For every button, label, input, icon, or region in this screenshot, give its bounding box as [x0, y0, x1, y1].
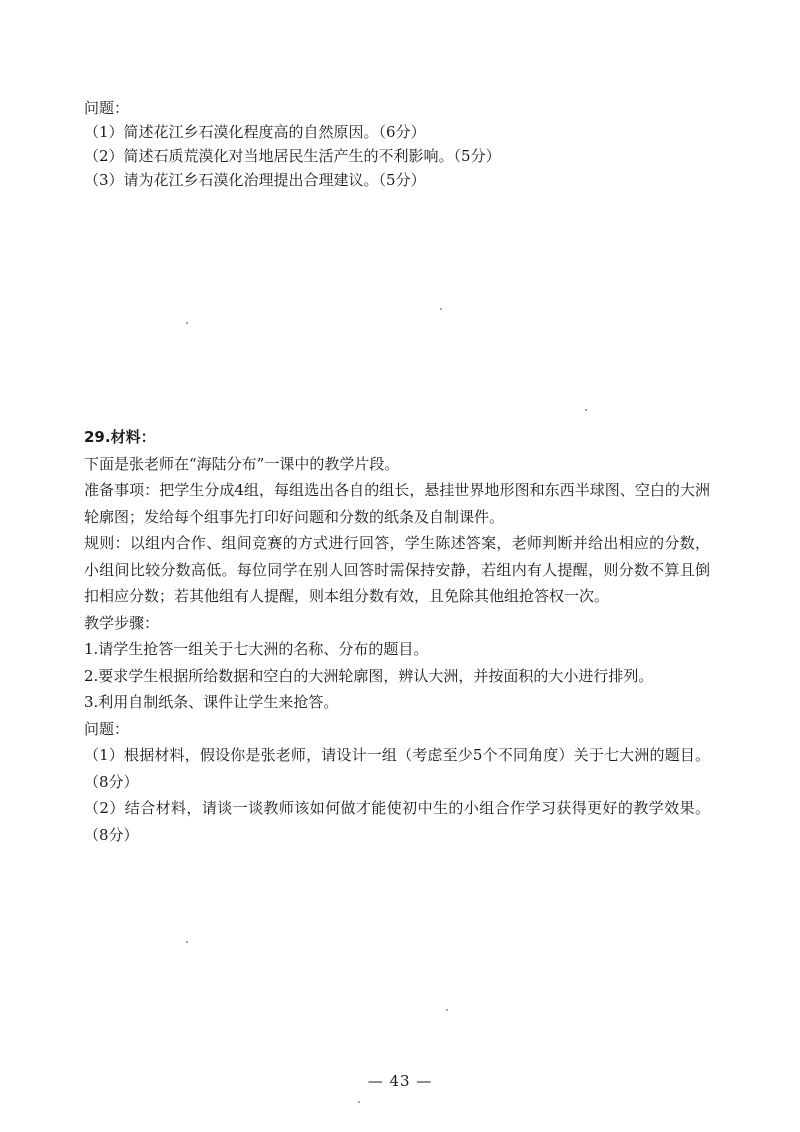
step-2: 2.要求学生根据所给数据和空白的大洲轮廓图，辨认大洲，并按面积的大小进行排列。 — [84, 666, 654, 685]
scan-speck — [186, 941, 188, 943]
material-intro: 下面是张老师在“海陆分布”一课中的教学片段。 — [84, 454, 400, 473]
section-1-questions — [84, 96, 710, 192]
scan-speck — [186, 322, 188, 324]
question-29-1: （1）根据材料，假设你是张老师，请设计一组（考虑至少5个不同角度）关于七大洲的题目。（8分） — [84, 746, 710, 791]
question-1: （1）简述花江乡石漠化程度高的自然原因。（6分） — [84, 123, 426, 141]
scan-speck — [358, 1101, 360, 1103]
section-1-heading: 问题： — [84, 99, 130, 117]
steps-heading: 教学步骤： — [84, 613, 160, 632]
question-2: （2）简述石质荒漠化对当地居民生活产生的不利影响。（5分） — [84, 147, 501, 165]
step-1: 1.请学生抢答一组关于七大洲的名称、分布的题目。 — [84, 640, 429, 658]
step-3: 3.利用自制纸条、课件让学生来抢答。 — [84, 693, 339, 711]
scan-speck — [446, 1009, 448, 1011]
page-number: — 43 — — [367, 1072, 433, 1090]
scan-speck — [440, 308, 442, 310]
section-29-questions-heading: 问题： — [84, 719, 130, 738]
scan-speck — [585, 409, 587, 411]
material-preparation: 准备事项：把学生分成4组，每组选出各自的组长，悬挂世界地形图和东西半球图、空白的大洲轮廓图；发给每个组事先打印好问题和分数的纸条及自制课件。 — [84, 481, 710, 526]
section-29 — [84, 424, 710, 848]
question-3: （3）请为花江乡石漠化治理提出合理建议。（5分） — [84, 171, 426, 189]
question-29-title: 29.材料： — [84, 428, 156, 446]
question-29-2: （2）结合材料，请谈一谈教师该如何做才能使初中生的小组合作学习获得更好的教学效果。（8分） — [84, 799, 710, 844]
material-rules: 规则：以组内合作、组间竞赛的方式进行回答，学生陈述答案，老师判断并给出相应的分数，小组间比较分数高低。每位同学在别人回答时需保持安静，若组内有人提醒，则分数不算且倒扣相应分数；若其他组有人提醒，则本组分数有效，且免除其他组抢答权一次。 — [84, 534, 710, 605]
